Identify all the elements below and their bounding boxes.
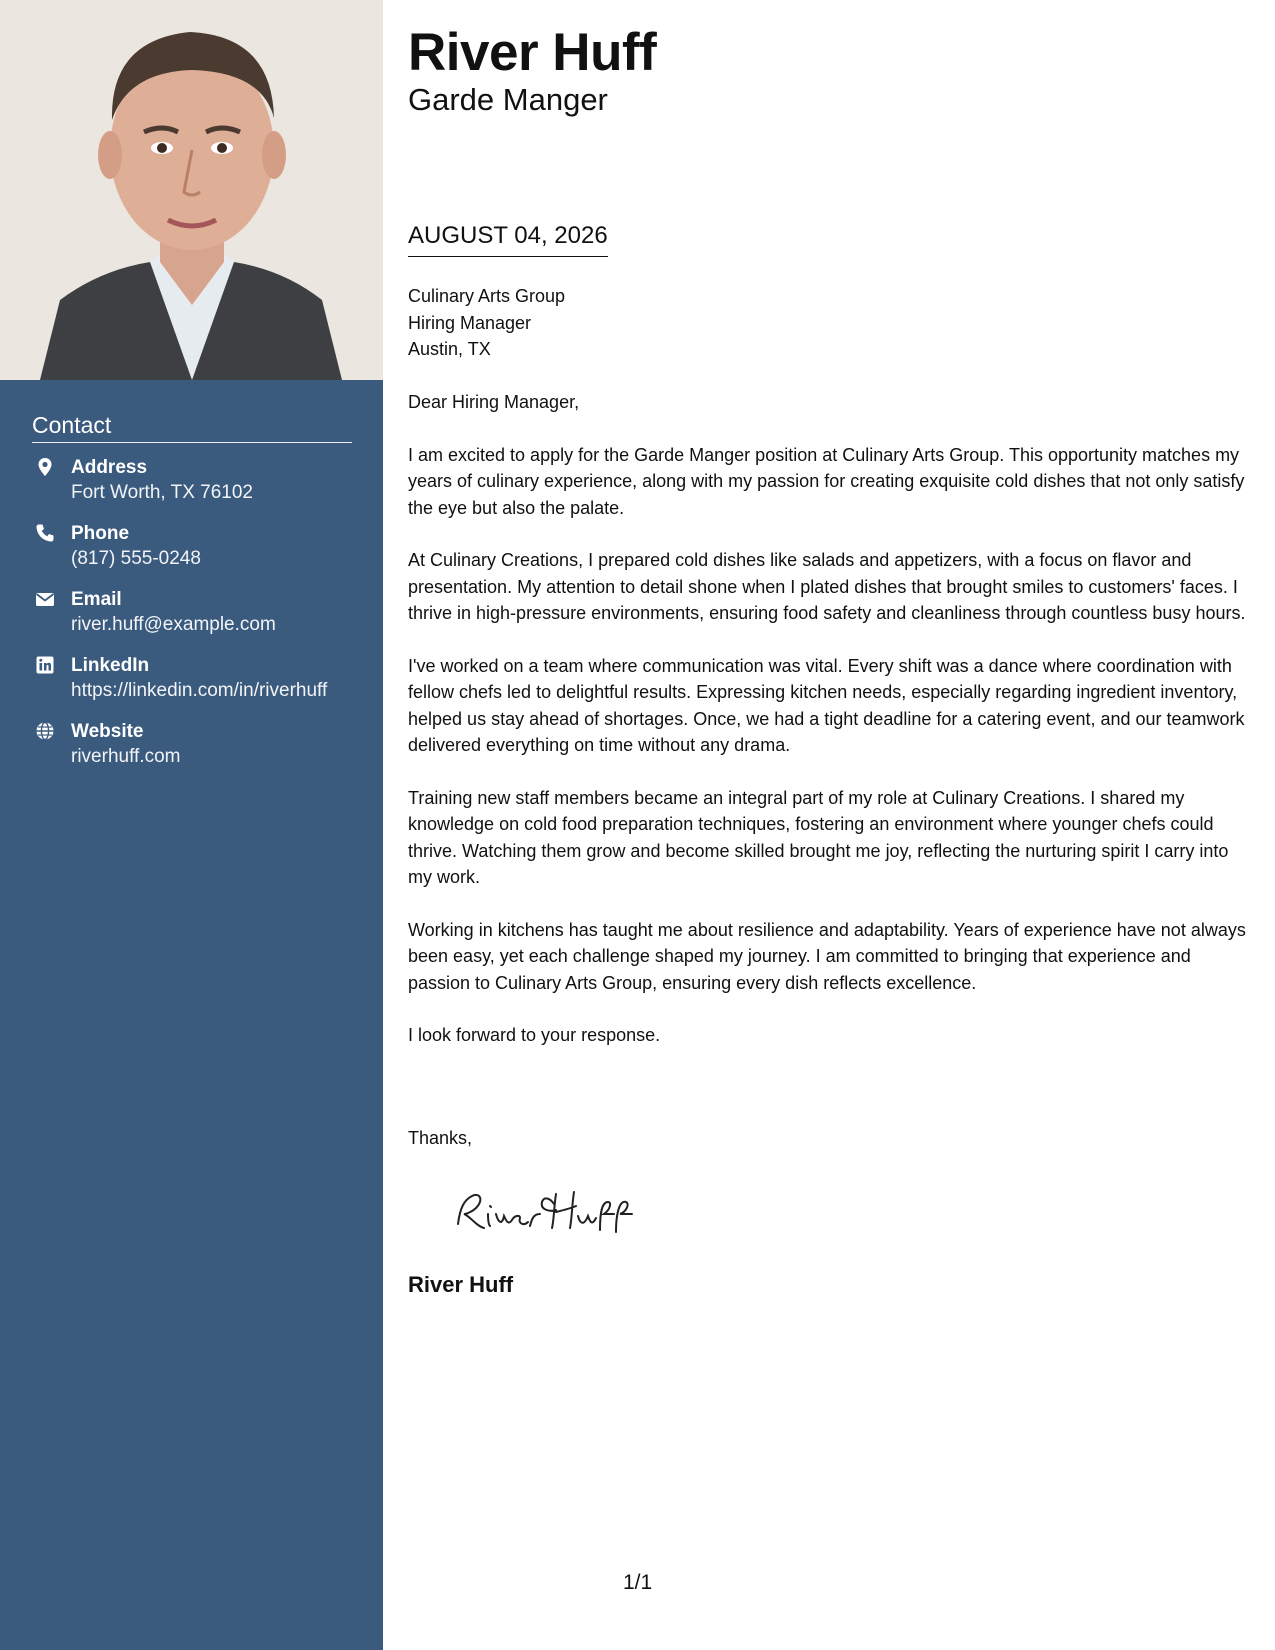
envelope-icon [35,589,55,609]
phone-icon [35,523,55,543]
paragraph: I've worked on a team where communication was vital. Every shift was a dance where coordination with fellow chefs led to delightful results. Expressing kitchen needs, especially regarding ingredient inventory, helped us stay ahead of shortages. Once, we had a tight deadline for a catering event, and our teamwork delivered everything on time without any drama. [408,655,1245,755]
recipient-location: Austin, TX [408,339,491,359]
globe-icon [35,721,55,741]
recipient-block [408,283,565,363]
email-link[interactable]: river.huff@example.com [71,614,276,635]
contact-address [32,455,352,505]
contact-label: Website [71,721,144,742]
linkedin-link[interactable]: https://linkedin.com/in/riverhuff [71,680,328,701]
contact-linkedin [32,653,352,703]
closing: Thanks, [408,1128,473,1148]
contact-label: LinkedIn [71,655,150,676]
salutation: Dear Hiring Manager, [408,392,580,412]
sidebar [0,0,383,1650]
contact-label: Email [71,589,122,610]
letter-date: AUGUST 04, 2026 [408,222,608,257]
handwritten-signature [450,1182,650,1247]
paragraph: I am excited to apply for the Garde Manger position at Culinary Arts Group. This opportunity matches my years of culinary experience, along with my passion for creating exquisite cold dishes that not only satisfy the eye but also the palate. [408,444,1245,518]
page-number: 1/1 [623,1571,653,1594]
profile-photo [0,0,383,380]
contact-phone [32,521,352,571]
paragraph: At Culinary Creations, I prepared cold dishes like salads and appetizers, with a focus on flavor and presentation. My attention to detail shone when I plated dishes that brought smiles to customers' faces. I thrive in high-pressure environments, ensuring food safety and cleanliness through countless busy hours. [408,550,1246,623]
contact-heading: Contact [32,412,352,443]
paragraph: Working in kitchens has taught me about resilience and adaptability. Years of experience have not always been easy, yet each challenge shaped my journey. I am committed to bringing that experience and passion to Culinary Arts Group, ensuring every dish reflects excellence. [408,919,1246,993]
paragraph: Training new staff members became an integral part of my role at Culinary Creations. I shared my knowledge on cold food preparation techniques, fostering an environment where younger chefs could thrive. Watching them grow and become skilled brought me joy, reflecting the nurturing spirit I carry into my work. [408,787,1229,887]
recipient-title: Hiring Manager [408,312,532,333]
contact-website [32,719,352,769]
address-value: Fort Worth, TX 76102 [71,482,253,503]
contact-label: Address [71,457,148,478]
paragraph: I look forward to your response. [408,1025,661,1045]
job-title: Garde Manger [408,82,608,117]
letter-body [408,389,1253,1075]
signed-name: River Huff [408,1272,514,1297]
contact-email [32,587,352,637]
map-pin-icon [35,457,55,477]
website-link[interactable]: riverhuff.com [71,746,181,767]
contact-section [32,412,352,785]
phone-value: (817) 555-0248 [71,548,201,569]
linkedin-icon [35,655,55,675]
contact-label: Phone [71,523,130,544]
recipient-company: Culinary Arts Group [408,286,566,306]
applicant-name: River Huff [408,23,657,82]
